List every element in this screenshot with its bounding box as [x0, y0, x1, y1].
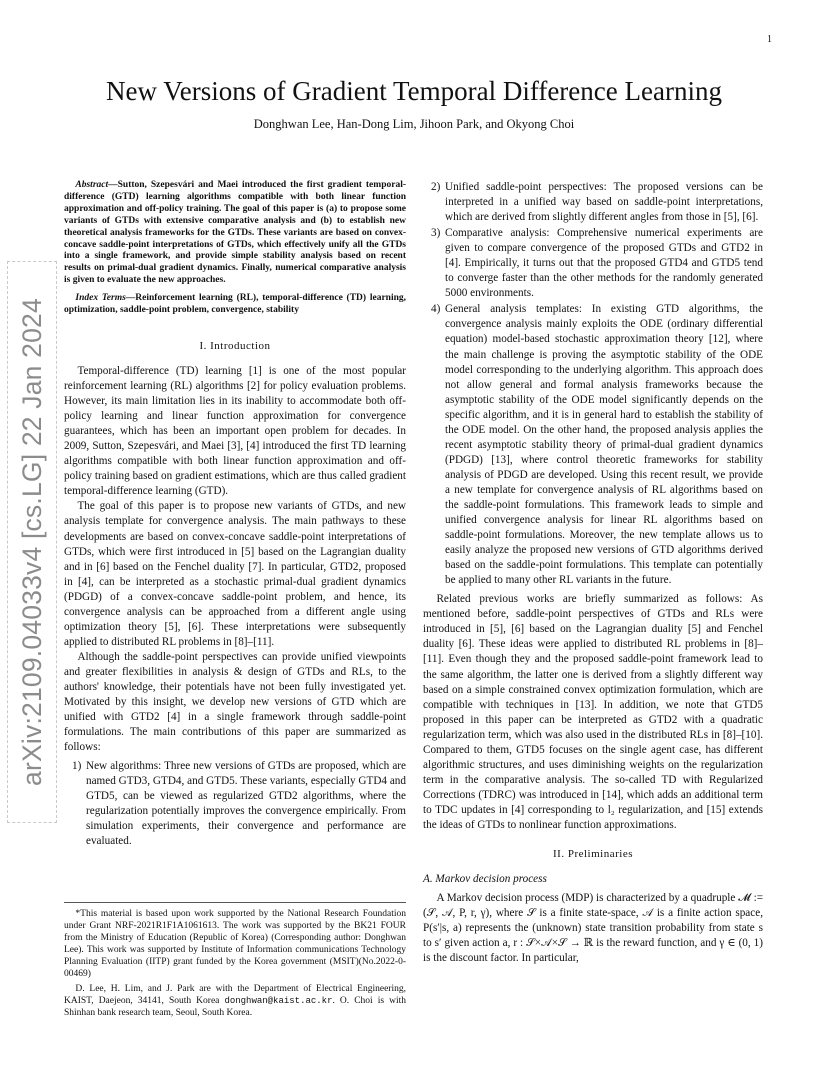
mdp-paragraph: A Markov decision process (MDP) is characterized by a quadruple 𝓜 := (𝒮, 𝒜, P, r, γ), where 𝒮 is a finite state-space, 𝒜 is a finite action space, P(s′|s, a) represents the (unknown) state transition probability from state s to s′ given action a, r : 𝒮×𝒜×𝒮 → ℝ is the reward function, and γ ∈ (0, 1) is the discount factor. In particular,: [423, 892, 763, 965]
section-heading-introduction: I. Introduction: [199, 339, 271, 352]
page-number: 1: [767, 34, 772, 45]
contribution-text: Comparative analysis: Comprehensive numerical experiments are given to compare convergence of the proposed GTDs and GTD2 in [4]. Empirically, it turns out that the proposed GTD4 and GTD5 tend to converge faster than the other methods for the randomly generated 5000 environments.: [445, 227, 763, 300]
abstract-label: Abstract: [75, 180, 109, 190]
intro-paragraph-3: Although the saddle-point perspectives can provide unified viewpoints and greater flexibilities in analysis & design of GTDs and RLs, to the authors' knowledge, their potentials have not been fully investigated yet. Motivated by this insight, we develop new versions of GTD which are unified with GTD2 [4] in a single framework through saddle-point formulations. The main contributions of this paper are summarized as follows:: [64, 650, 406, 754]
related-work-paragraph: Related previous works are briefly summarized as follows: As mentioned before, saddle-point perspectives of GTDs and RLs were introduced in [5], [6] based on the Lagrangian duality [5] and Fenchel duality [6]. These ideas were applied to distributed RL problems in [8]–[11]. Even though they and the proposed saddle-point framework lead to the same algorithm, the latter one is derived from a slightly different way based on a simple constrained convex optimization formulation, which are compatible with techniques in [13]. In addition, we note that GTD5 proposed in this paper can be interpreted as GTD2 with a quadratic regularization term, which was also used in the distributed RLs in [8]–[10]. Compared to them, GTD5 focuses on the single agent case, has different algorithmic structures, and uses diminishing weights on the regularization term in the comparative analysis. The so-called TD with Regularized Corrections (TDRC) was introduced in [14], which adds an additional term to TDC updates in [4] corresponding to l₂ regularization, and [15] extends the ideas of GTDs to nonlinear function approximations.: [423, 593, 763, 831]
section-heading-preliminaries: II. Preliminaries: [553, 848, 633, 861]
abstract: [64, 180, 406, 287]
footnote-funding: *This material is based upon work supported by the National Research Foundation under Grant NRF-2021R1F1A1061613. The work was supported by the BK21 FOUR from the Ministry of Education (Republic of Korea) (Corresponding author: Donghwan Lee). This work was supported by Institute of Information communications Technology Planning Evaluation (IITP) grant funded by the Korea government (MSIT)(No.2022-0-00469): [64, 909, 406, 979]
contribution-number: 3): [431, 227, 441, 240]
contribution-item: [423, 302, 763, 588]
contribution-item: [423, 180, 763, 225]
footnote: [64, 902, 406, 1020]
contribution-number: 1): [72, 760, 82, 773]
contributions-list-left: [64, 759, 406, 849]
contributions-list-right: [423, 180, 763, 588]
author-list: Donghwan Lee, Han-Dong Lim, Jihoon Park, and Okyong Choi: [253, 117, 575, 131]
left-column: [64, 180, 406, 851]
right-column: [423, 180, 763, 966]
contribution-number: 4): [431, 303, 441, 316]
intro-paragraph-2: The goal of this paper is to propose new variants of GTDs, and new analysis template for convergence analysis. The main pathways to these developments are based on convex-concave saddle-point interpretations of GTDs, which were first introduced in [5] based on the Lagrangian duality and in [6] based on the Fenchel duality [7]. In particular, GTD2, proposed in [4], can be interpreted as a stochastic primal-dual gradient dynamics (PDGD) of a convex-concave saddle-point problem, and hence, its convergence analysis can be approached from a different angle using optimization theory [5], [6]. These interpretations were subsequently applied to distributed RL problems in [8]–[11].: [64, 500, 406, 648]
footnote-affiliations: [64, 984, 406, 1020]
contribution-number: 2): [431, 181, 441, 193]
contribution-item: [64, 759, 406, 849]
abstract-text: —Sutton, Szepesvári and Maei introduced the first gradient temporal-difference (GTD) learning algorithms compatible with both linear function approximation and off-policy training. The goal of this paper is (a) to propose some variants of GTDs with extensive comparative analysis and (b) to establish new theoretical analysis frameworks for the GTDs. These variants are based on convex-concave saddle-point interpretations of GTDs, which effectively unify all the GTDs into a single framework, and provide simple stability analysis based on recent results on primal-dual gradient dynamics. Finally, numerical comparative analysis is given to evaluate the new approaches.: [64, 180, 406, 286]
arxiv-identifier-stamp[interactable]: arXiv:2109.04033v4 [cs.LG] 22 Jan 2024: [8, 262, 56, 822]
index-terms: [64, 293, 406, 317]
contribution-text: Unified saddle-point perspectives: The proposed versions can be interpreted in a unified way based on saddle-point interpretations, which are derived from slightly different angles from those in [5], [6].: [445, 181, 763, 224]
footnote-affiliation-end: . O. Choi is with Shinhan bank research team, Seoul, South Korea.: [64, 996, 407, 1019]
subsection-heading-mdp: A. Markov decision process: [423, 873, 547, 886]
index-terms-text: —Reinforcement learning (RL), temporal-difference (TD) learning, optimization, saddle-point problem, convergence, stability: [64, 293, 406, 316]
contribution-text: General analysis templates: In existing GTD algorithms, the convergence analysis mainly exploits the ODE (ordinary differential equation) model-based stochastic approximation theory [12], where the main challenge is proving the asymptotic stability of the ODE model corresponding to the underlying algorithm. This approach does not allow general and formal analysis frameworks because the asymptotic stability of the ODE model significantly depends on the specific algorithm, and it is in general hard to establish the stability of the ODE model. On the other hand, the proposed analysis applies the recent asymptotic stability theory of primal-dual gradient dynamics (PDGD) [13], where control theoretic frameworks for stability analysis of PDGD are developed. Using this recent result, we provide a new template for convergence analysis of RL algorithms based on the saddle-point formulations. This framework leads to simple and unified convergence analysis for linear RL algorithms based on saddle-point formulations. Moreover, the new template allows us to easily analyze the proposed new versions of GTD algorithms derived based on the saddle-point formulations. This template can potentially be applied to many other RL variants in the future.: [445, 303, 763, 587]
footnote-affiliation-text: D. Lee, H. Lim, and J. Park are with the Department of Electrical Engineering, KAIST, Daejeon, 34141, South Korea: [64, 984, 406, 1007]
intro-paragraph-1: Temporal-difference (TD) learning [1] is one of the most popular reinforcement learning (RL) algorithms [2] for policy evaluation problems. However, its main limitation lies in its inability to accommodate both off-policy learning and linear function approximation for convergence guarantees, which has been an important open problem for decades. In 2009, Sutton, Szepesvári, and Maei [3], [4] introduced the first TD learning algorithms compatible with both linear function approximation and off-policy training based on gradient estimations, which are thus called gradient temporal-difference learning (GTD).: [64, 365, 406, 498]
index-terms-label: Index Terms: [75, 293, 126, 304]
paper-title: New Versions of Gradient Temporal Difference Learning: [106, 76, 722, 106]
contribution-item: [423, 226, 763, 301]
author-email-link[interactable]: donghwan@kaist.ac.kr: [224, 996, 333, 1007]
contribution-text: New algorithms: Three new versions of GTDs are proposed, which are named GTD3, GTD4, and GTD5. These variants, especially GTD4 and GTD5, can be viewed as regularized GTD2 algorithms, where the regularization potentially improves the convergence empirically. From simulation experiments, their convergence and performance are evaluated.: [86, 760, 406, 848]
